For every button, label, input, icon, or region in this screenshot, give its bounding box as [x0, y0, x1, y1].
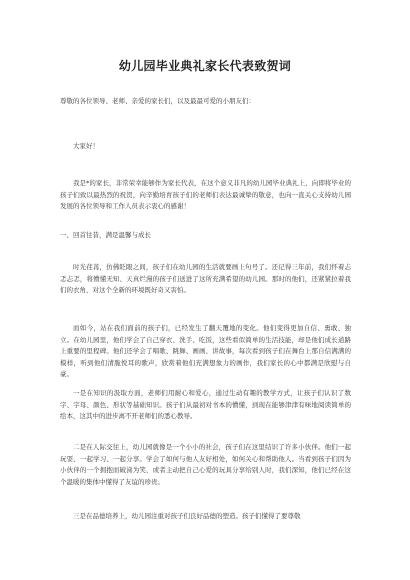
section-heading-1: 一、回首往昔，满是温馨与成长: [60, 231, 151, 239]
greeting: 大家好！: [73, 142, 99, 150]
paragraph-social: 二是在人际交往上，幼儿园就像是一个小小的社会，孩子们在这里结识了许多小伙伴。他们一起玩耍、一起学习、一起分享。学会了如何与他人友好相处，如何关心和帮助他人。当看到孩子们因为小伙伴的一个拥抱而破涕为笑，或者主动把自己心爱的玩具分享给别人时，我们深知，他们已经在这个温暖的集体中懂得了友谊的珍贵。: [60, 443, 351, 486]
paragraph-growth: 而如今，站在我们面前的孩子们，已经发生了翻天覆地的变化。他们变得更加自信、勇敢、独立。在幼儿园里，他们学会了自己穿衣、洗手、吃饭，这些看似简单的生活技能，却是他们成长道路上重要的里程碑。他们还学会了唱歌、跳舞、画画、讲故事，每次看到孩子们在舞台上那自信满满的模样，听到他们清脆悦耳的歌声，欣赏着他们充满想象力的画作，我们家长的心中都满是欣慰与自豪。: [60, 324, 351, 378]
salutation: 尊敬的各位领导、老师、亲爱的家长们，以及最最可爱的小朋友们：: [60, 97, 255, 105]
paragraph-character: 三是在品德培养上，幼儿园注重对孩子们良好品德的塑造。孩子们懂得了要尊敬: [73, 512, 301, 520]
document-title: 幼儿园毕业典礼家长代表致贺词: [118, 59, 292, 73]
paragraph-knowledge: 一是在知识的汲取方面，老师们用耐心和爱心，通过生动有趣的教学方式，让孩子们认识了数字、字母、颜色、形状等基础知识。孩子们从最初对书本的懵懂，到现在能够津津有味地阅读简单的绘本，这其中的进步离不开老师们的悉心教导。: [60, 389, 351, 420]
paragraph-intro: 我是*的家长，非常荣幸能够作为家长代表，在这个意义非凡的幼儿园毕业典礼上，向即将毕业的孩子们致以最热烈的祝贺，向辛勤培育孩子们的老师们表达最诚挚的敬意，也向一直关心支持幼儿园发展的各位领导和工作人员表示衷心的感谢！: [60, 179, 351, 210]
paragraph-memories: 时光荏苒，仿佛眨眼之间，孩子们在幼儿园的生活就要画上句号了。还记得三年前，我们怀着忐忑忐忑，将懵懂无知、天真烂漫的孩子们送进了这所充满希望的幼儿园。那时的他们，还紧紧拉着我们的衣角，对这个全新的环境既好奇又害怕。: [60, 263, 351, 294]
